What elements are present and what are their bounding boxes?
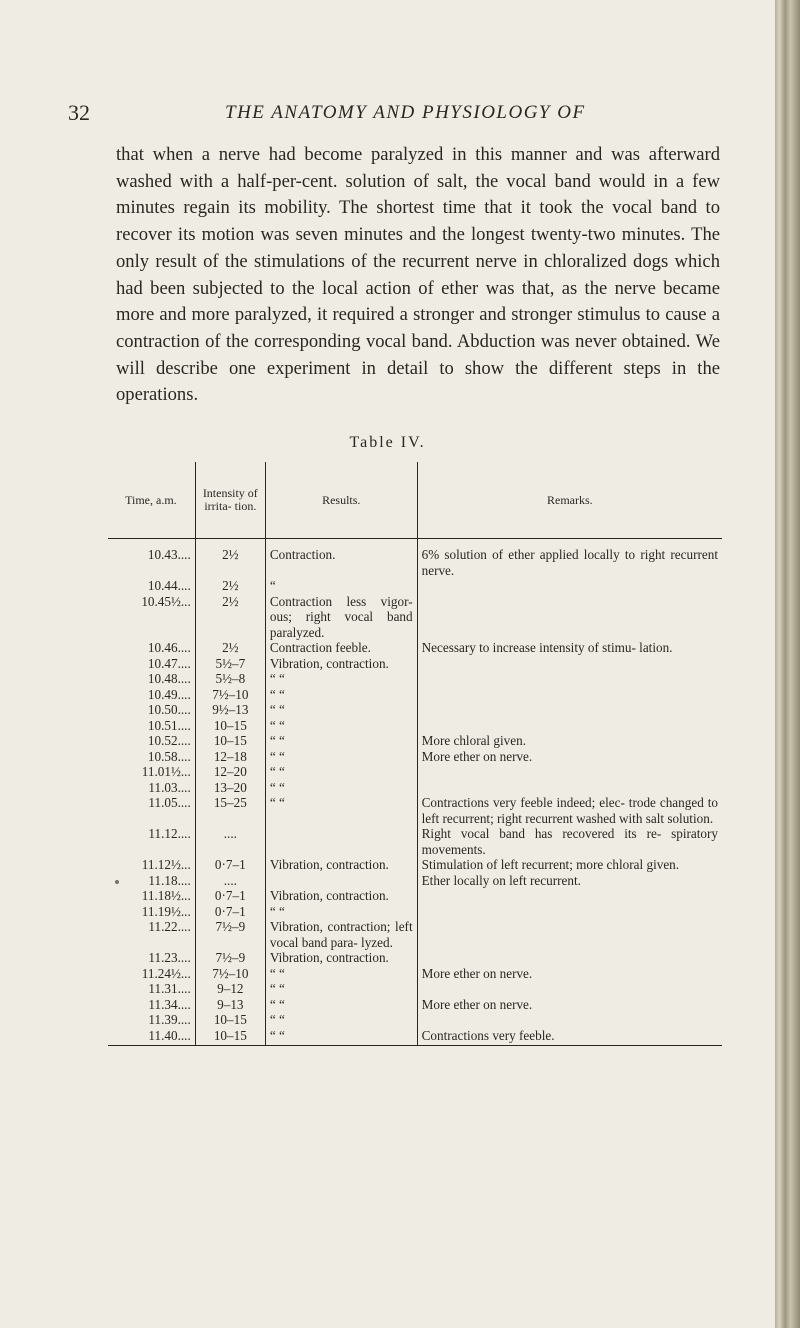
table-row [108,966,722,982]
time-cell: 11.40.... [108,1028,195,1046]
result-cell: “ “ [265,718,417,734]
table-row [108,578,722,594]
remark-cell: Necessary to increase intensity of stimu- lation. [417,640,722,656]
remark-cell: Stimulation of left recurrent; more chloral given. [417,857,722,873]
result-cell: “ “ [265,795,417,826]
table-row [108,656,722,672]
intensity-cell: 2½ [195,578,265,594]
remark-cell [417,671,722,687]
remark-cell [417,919,722,950]
result-cell: “ “ [265,780,417,796]
intensity-cell: 10–15 [195,733,265,749]
intensity-cell: 7½–10 [195,687,265,703]
remark-cell: More chloral given. [417,733,722,749]
table-row [108,981,722,997]
time-cell: 11.23.... [148,950,191,965]
table-row [108,671,722,687]
intensity-cell: 2½ [195,539,265,579]
time-cell: 10.48.... [147,671,191,686]
result-cell: “ “ [265,1012,417,1028]
table-row [108,749,722,765]
time-cell: 10.58.... [147,748,191,764]
remark-cell [417,1012,722,1028]
intensity-cell: 9–12 [195,981,265,997]
remark-cell: Contractions very feeble. [417,1028,722,1046]
result-cell: “ “ [265,733,417,749]
result-cell: “ “ [265,1028,417,1046]
intensity-cell: 13–20 [195,780,265,796]
time-cell: 10.46.... [147,640,191,655]
intensity-cell: 2½ [195,640,265,656]
body-paragraph: that when a nerve had become paralyzed in this manner and was afterward washed with a half-per-cent. solution of salt, the vocal band would in a few minutes regain its mobility. The shortest time that it took the vocal band to recover its motion was seven minutes and the longest twenty-two minutes. The only result of the stimulations of the recurrent nerve in chloralized dogs which had been subjected to the local action of ether was that, as the nerve became more and more paralyzed, it required a stronger and stronger stimulus to cause a contraction of the corresponding vocal band. Abduction was never obtained. We will describe one experiment in detail to show the different steps in the operations. [116,144,720,406]
result-cell: “ “ [265,671,417,687]
data-table [108,462,722,1046]
table-row [108,826,722,857]
time-cell: 11.01½... [141,764,191,779]
time-cell: 10.45½... [141,593,191,609]
result-cell: Contraction. [265,539,417,579]
intensity-cell: 9–13 [195,997,265,1013]
time-cell: 10.50.... [147,702,191,717]
remark-cell [417,718,722,734]
column-header-time: Time, a.m. [125,492,177,507]
result-cell: “ “ [265,981,417,997]
remark-cell [417,656,722,672]
table-row [108,997,722,1013]
column-header-results: Results. [265,462,417,539]
time-cell: 11.31.... [148,981,191,996]
remark-cell [417,687,722,703]
column-header-intensity: Intensity of irrita- tion. [195,462,265,539]
table-row [108,919,722,950]
table-row [108,795,722,826]
remark-cell: Ether locally on left recurrent. [417,873,722,889]
page-header [0,100,775,130]
table-row [108,873,722,889]
time-cell: 11.18.... [148,872,191,888]
remark-cell [417,950,722,966]
intensity-cell: 10–15 [195,1012,265,1028]
remark-cell [417,764,722,780]
intensity-cell: 10–15 [195,718,265,734]
time-cell: 10.51.... [147,717,191,733]
page-number: 32 [68,100,90,125]
result-cell: “ “ [265,904,417,920]
table-row [108,857,722,873]
table-row [108,1028,722,1046]
table-row [108,904,722,920]
result-cell: “ “ [265,702,417,718]
time-cell: 11.34.... [148,996,191,1012]
remark-cell: 6% solution of ether applied locally to right recurrent nerve. [417,539,722,579]
table-row [108,539,722,579]
result-cell: “ “ [265,966,417,982]
time-cell: 10.47.... [147,655,191,671]
result-cell: Contraction less vigor- ous; right vocal band paralyzed. [265,594,417,641]
result-cell: “ “ [265,687,417,703]
table-row [108,888,722,904]
time-cell: 10.49.... [147,686,191,702]
table-row [108,718,722,734]
remark-cell [417,888,722,904]
result-cell: Vibration, contraction. [265,656,417,672]
time-cell: 10.52.... [147,733,191,748]
result-cell: Vibration, contraction. [265,888,417,904]
time-cell: 11.39.... [148,1012,191,1027]
remark-cell [417,578,722,594]
result-cell: Contraction feeble. [265,640,417,656]
running-title: THE ANATOMY AND PHYSIOLOGY OF [225,102,586,123]
intensity-cell: 7½–10 [195,966,265,982]
table-header-row [108,462,722,539]
remark-cell [417,780,722,796]
intensity-cell: 12–18 [195,749,265,765]
intensity-cell: 9½–13 [195,702,265,718]
intensity-cell: 15–25 [195,795,265,826]
intensity-cell: 0·7–1 [195,904,265,920]
result-cell [265,873,417,889]
remark-cell: More ether on nerve. [417,997,722,1013]
intensity-cell: .... [195,826,265,857]
time-cell: 10.44.... [147,578,191,593]
remark-cell: More ether on nerve. [417,749,722,765]
intensity-cell: 7½–9 [195,950,265,966]
intensity-cell: 10–15 [195,1028,265,1046]
ink-speck [115,880,119,884]
intensity-cell: 5½–7 [195,656,265,672]
remark-cell [417,981,722,997]
intensity-cell: 0·7–1 [195,888,265,904]
result-cell: “ [265,578,417,594]
remark-cell: More ether on nerve. [417,966,722,982]
table-row [108,640,722,656]
time-cell: 11.12½... [141,857,191,872]
result-cell: Vibration, contraction. [265,857,417,873]
time-cell: 11.22.... [148,919,191,934]
result-cell: “ “ [265,764,417,780]
table-row [108,950,722,966]
intensity-cell: 2½ [195,594,265,641]
time-cell: 11.03.... [148,779,191,795]
remark-cell [417,702,722,718]
time-cell: 11.05.... [148,795,191,810]
result-cell: “ “ [265,749,417,765]
table-row [108,687,722,703]
intensity-cell: 5½–8 [195,671,265,687]
table-row [108,1012,722,1028]
intensity-cell: 12–20 [195,764,265,780]
remark-cell [417,904,722,920]
time-cell: 11.19½... [141,903,191,919]
intensity-cell: 7½–9 [195,919,265,950]
table-title: Table IV. [349,434,426,451]
intensity-cell: 0·7–1 [195,857,265,873]
result-cell: Vibration, contraction. [265,950,417,966]
time-cell: 11.24½... [141,965,191,981]
result-cell: “ “ [265,997,417,1013]
column-header-remarks: Remarks. [417,462,722,539]
table-row [108,764,722,780]
intensity-cell: .... [195,873,265,889]
remark-cell: Right vocal band has recovered its re- spiratory movements. [417,826,722,857]
time-cell: 11.12.... [148,826,191,841]
table-row [108,702,722,718]
result-cell [265,826,417,857]
result-cell: Vibration, contraction; left vocal band para- lyzed. [265,919,417,950]
table-row [108,594,722,641]
table-row [108,780,722,796]
time-cell: 11.18½... [141,888,191,903]
time-cell: 10.43.... [147,547,191,562]
remark-cell [417,594,722,641]
remark-cell: Contractions very feeble indeed; elec- trode changed to left recurrent; right recurrent washed with salt solution. [417,795,722,826]
table-row [108,733,722,749]
page-edge [775,0,800,1328]
